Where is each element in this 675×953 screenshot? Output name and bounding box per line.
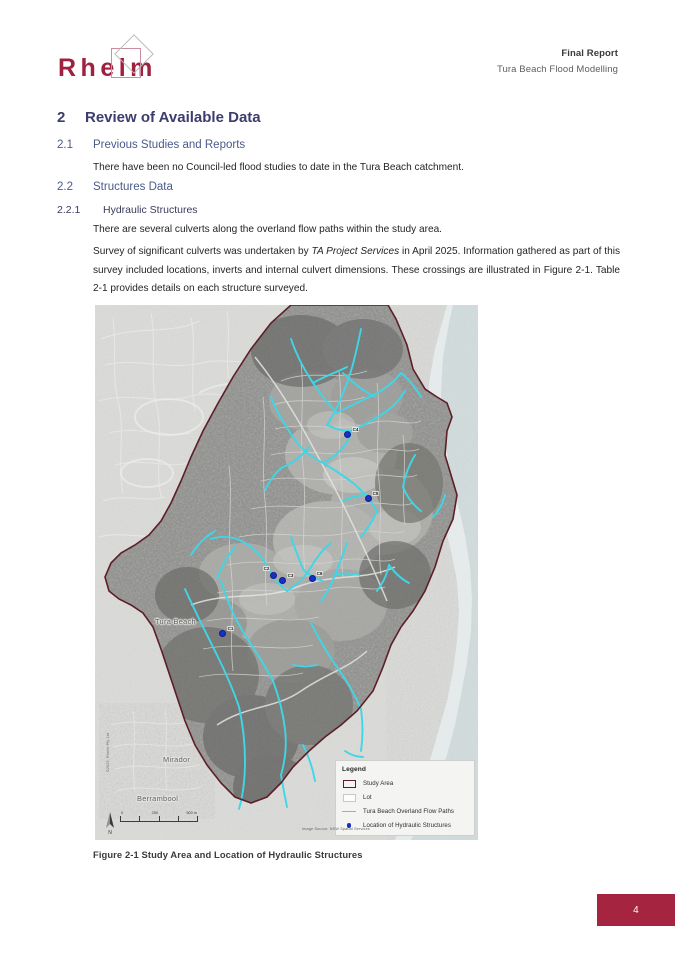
map-image-source-credit: Image Source: NSW Spatial Services	[302, 827, 370, 831]
place-label-mirador: Mirador	[163, 755, 191, 764]
scalebar-mid: 250	[151, 811, 158, 815]
structure-label-c5: C5	[372, 491, 379, 496]
survey-text-part2: in April 2025. Information gathered as part of this survey included locations, inverts and internal culvert dimensions. These crossings are illustrated in Figure 2-1. Table 2-1 provides details on each structure surveyed.	[93, 246, 620, 295]
scalebar-max: 500 m	[186, 811, 197, 815]
lot-polygon-icon	[342, 794, 356, 802]
structure-label-c1: C1	[227, 626, 234, 631]
legend-item-flow-paths	[342, 805, 468, 819]
heading-2-1-number: 2.1	[57, 139, 73, 151]
study-area-outline-icon	[342, 780, 356, 788]
heading-2-2-number: 2.2	[57, 181, 73, 193]
legend-label-lot: Lot	[363, 794, 372, 801]
survey-company-name: TA Project Services	[311, 246, 400, 257]
heading-2-1-title: Previous Studies and Reports	[93, 139, 246, 151]
legend-label-flow-paths: Tura Beach Overland Flow Paths	[363, 808, 455, 815]
header-text-block	[497, 47, 618, 78]
figure-caption: Figure 2-1 Study Area and Location of Hydraulic Structures	[93, 849, 363, 860]
paragraph-previous-studies: There have been no Council-led flood studies to date in the Tura Beach catchment.	[93, 162, 464, 173]
logo-wordmark: Rhelm	[58, 54, 157, 82]
heading-2-2-title: Structures Data	[93, 181, 173, 193]
structure-label-c6: C6	[316, 571, 323, 576]
map-side-credit: ©2025, Rhelm Pty Ltd	[106, 732, 110, 772]
flow-path-line-icon	[342, 808, 356, 816]
scalebar-min: 0	[121, 811, 124, 815]
legend-item-study-area	[342, 777, 468, 791]
heading-2-title: Review of Available Data	[85, 109, 261, 126]
heading-2-2-1-title: Hydraulic Structures	[103, 204, 198, 216]
scalebar-labels	[120, 811, 198, 815]
legend-label-study-area: Study Area	[363, 780, 394, 787]
survey-text-part1: Survey of significant culverts was undertaken by	[93, 246, 312, 257]
legend-label-structures: Location of Hydraulic Structures	[363, 822, 451, 829]
legend-item-lot	[342, 791, 468, 805]
page-number: 4	[633, 904, 639, 916]
heading-section-2	[57, 109, 261, 126]
place-label-berrambool: Berrambool	[137, 794, 179, 803]
structure-label-c2: C2	[263, 566, 270, 571]
paragraph-survey	[93, 243, 620, 299]
legend-title: Legend	[342, 766, 367, 773]
heading-2-2-1-number: 2.2.1	[57, 204, 81, 216]
heading-2-number: 2	[57, 109, 66, 126]
rhelm-logo	[58, 40, 238, 90]
scalebar-bar	[120, 816, 198, 822]
map-legend	[335, 760, 475, 836]
place-label-tura-beach: Tura Beach	[155, 617, 196, 626]
heading-section-2-1	[57, 139, 245, 151]
north-arrow-icon	[103, 811, 117, 835]
heading-section-2-2	[57, 181, 173, 193]
map-scalebar	[120, 811, 198, 822]
header-project-subtitle: Tura Beach Flood Modelling	[496, 64, 618, 76]
header-report-title: Final Report	[561, 48, 618, 59]
paragraph-hydraulic-structures: There are several culverts along the overland flow paths within the study area.	[93, 224, 442, 235]
structure-label-c4: C4	[352, 427, 359, 432]
page-number-badge	[597, 894, 675, 926]
svg-text:N: N	[108, 830, 112, 835]
structure-label-c3: C3	[287, 573, 294, 578]
page-header	[0, 0, 675, 96]
figure-2-1-map	[95, 305, 478, 840]
heading-section-2-2-1	[57, 204, 198, 216]
